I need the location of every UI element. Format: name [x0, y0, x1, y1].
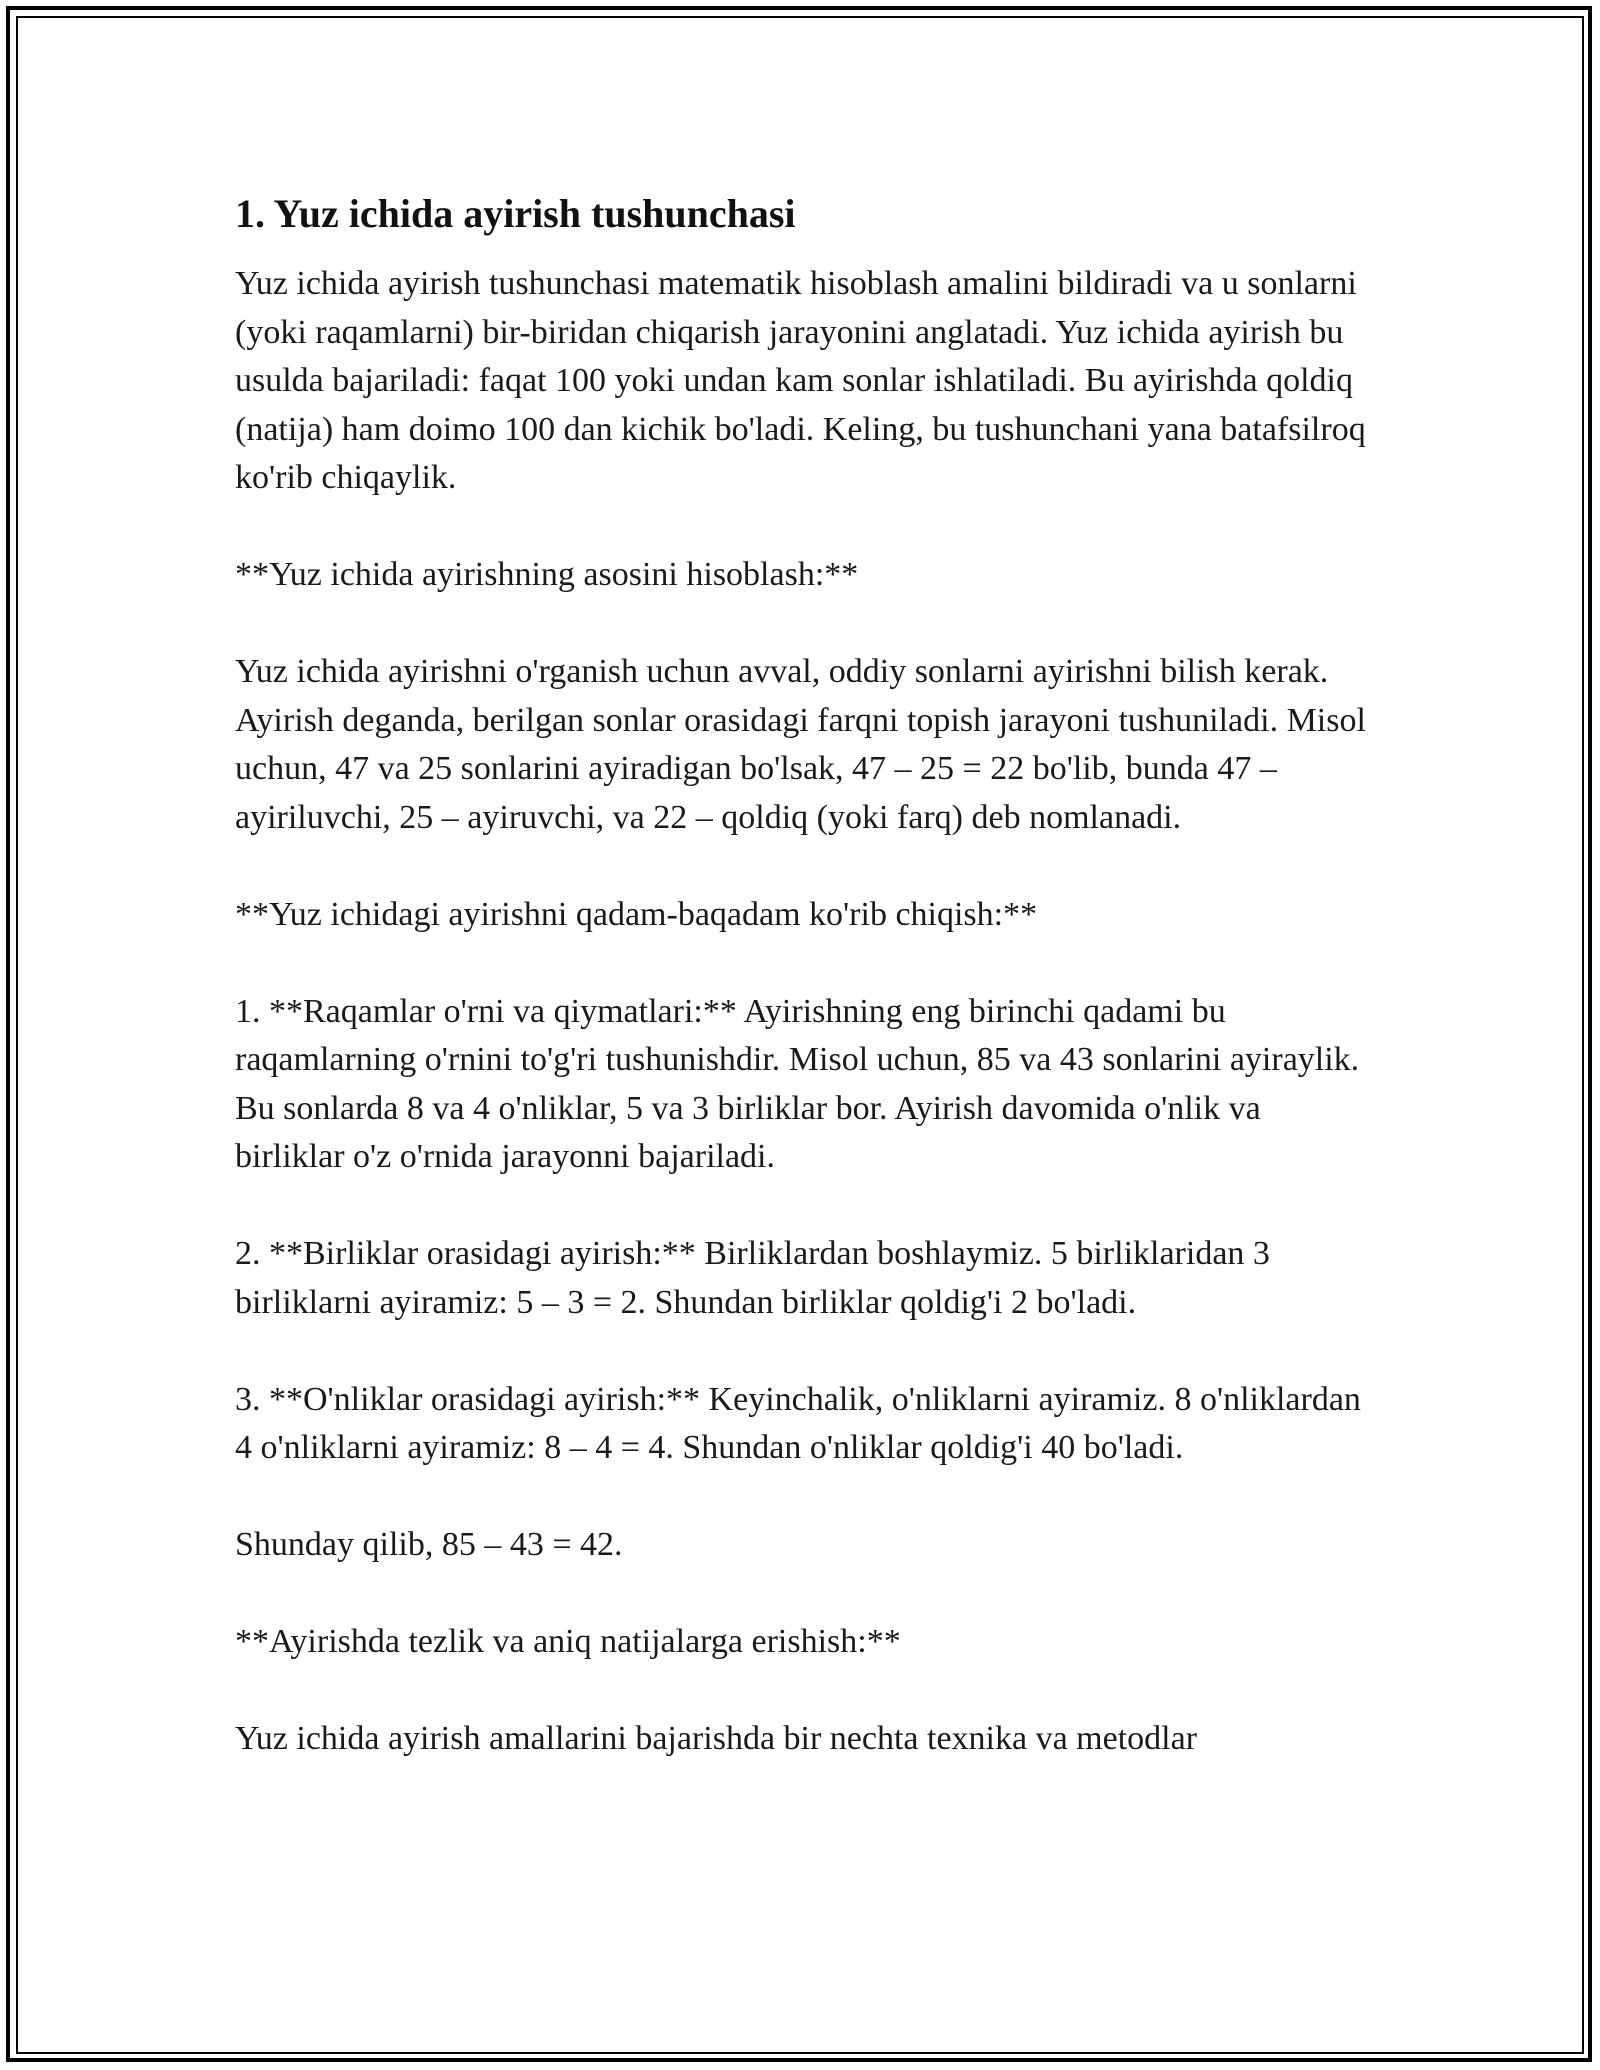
- paragraph-techniques: Yuz ichida ayirish amallarini bajarishda bir nechta texnika va metodlar: [235, 1720, 1198, 1757]
- document-body: [235, 188, 1370, 1812]
- paragraph-subheading-steps: **Yuz ichidagi ayirishni qadam-baqadam ko'rib chiqish:**: [235, 895, 1038, 933]
- paragraph-step-2: 2. **Birliklar orasidagi ayirish:** Birliklardan boshlaymiz. 5 birliklaridan 3 birliklarni ayiramiz: 5 – 3 = 2. Shundan birliklar qoldig'i 2 bo'ladi.: [235, 1235, 1270, 1321]
- paragraph-intro: Yuz ichida ayirish tushunchasi matematik hisoblash amalini bildiradi va u sonlarni (yoki raqamlarni) bir-biridan chiqarish jarayonini anglatadi. Yuz ichida ayirish bu usulda bajariladi: faqat 100 yoki undan kam sonlar ishlatiladi. Bu ayirishda qoldiq (natija) ham doimo 100 dan kichik bo'ladi. Keling, bu tushunchani yana batafsilroq ko'rib chiqaylik.: [235, 265, 1366, 496]
- paragraph-subheading-basics: **Yuz ichida ayirishning asosini hisoblash:**: [235, 556, 859, 593]
- paragraph-result: Shunday qilib, 85 – 43 = 42.: [235, 1526, 623, 1563]
- paragraph-step-3: 3. **O'nliklar orasidagi ayirish:** Keyinchalik, o'nliklarni ayiramiz. 8 o'nliklardan 4 o'nliklarni ayiramiz: 8 – 4 = 4. Shundan o'nliklar qoldig'i 40 bo'ladi.: [235, 1380, 1361, 1466]
- paragraph-basics: Yuz ichida ayirishni o'rganish uchun avval, oddiy sonlarni ayirishni bilish kerak. Ayirish deganda, berilgan sonlar orasidagi farqni topish jarayoni tushuniladi. Misol uchun, 47 va 25 sonlarini ayiradigan bo'lsak, 47 – 25 = 22 bo'lib, bunda 47 – ayiriluvchi, 25 – ayiruvchi, va 22 – qoldiq (yoki farq) deb nomlanadi.: [235, 653, 1366, 836]
- section-heading: 1. Yuz ichida ayirish tushunchasi: [235, 191, 796, 236]
- paragraph-step-1: 1. **Raqamlar o'rni va qiymatlari:** Ayirishning eng birinchi qadami bu raqamlarning o'rnini to'g'ri tushunishdir. Misol uchun, 85 va 43 sonlarini ayiraylik. Bu sonlarda 8 va 4 o'nliklar, 5 va 3 birliklar bor. Ayirish davomida o'nlik va birliklar o'z o'rnida jarayonni bajariladi.: [235, 992, 1360, 1175]
- paragraph-subheading-speed: **Ayirishda tezlik va aniq natijalarga erishish:**: [235, 1623, 901, 1660]
